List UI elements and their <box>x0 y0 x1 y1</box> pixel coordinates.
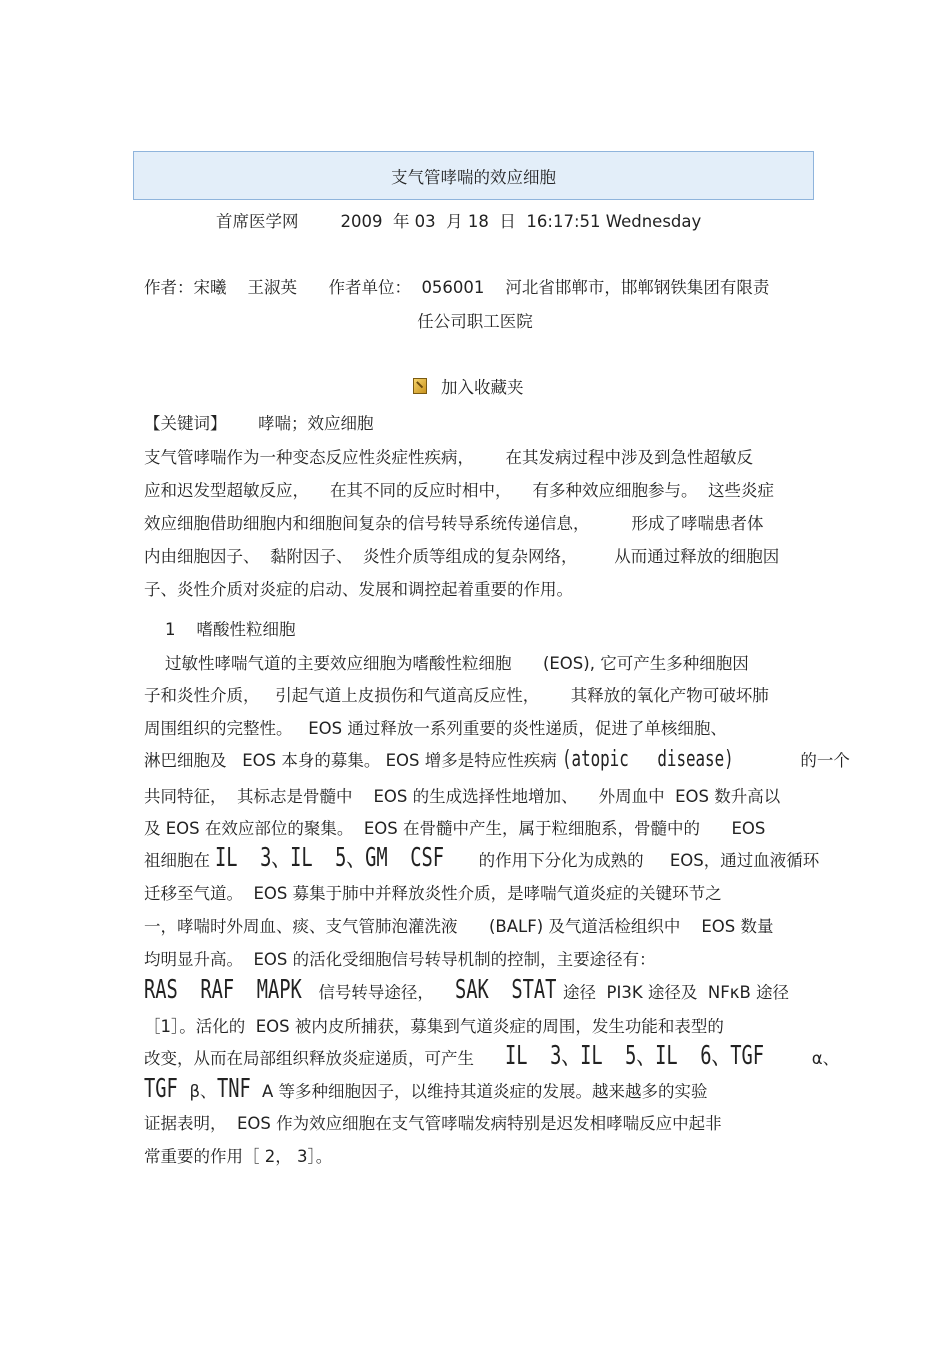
paragraph-line-pathways <box>144 975 790 1005</box>
article-title-box <box>133 151 814 200</box>
authors-line: 作者：宋曦 王淑英 作者单位： 056001 河北省邯郸市，邯郸钢铁集团有限责 <box>144 278 770 297</box>
source-date-line: 首席医学网 2009 年 03 月 18 日 16:17:51 Wednesday <box>216 212 702 231</box>
paragraph-line: 迁移至气道。 EOS 募集于肺中并释放炎性介质，是哮喘气道炎症的关键环节之 <box>144 884 722 903</box>
paragraph-line-atopic <box>144 748 850 773</box>
paragraph-line: 子、炎性介质对炎症的启动、发展和调控起着重要的作用。 <box>144 580 573 599</box>
paragraph-line: 共同特征， 其标志是骨髓中 EOS 的生成选择性地增加、 外周血中 EOS 数升高以 <box>144 787 781 806</box>
add-favorite-label: 加入收藏夹 <box>441 378 524 397</box>
term-cytokines-2: IL 3、IL 5、IL 6、TGF <box>505 1041 765 1071</box>
term-ras-raf-mapk: RAS RAF MAPK <box>144 975 302 1005</box>
paragraph-line: 一，哮喘时外周血、痰、支气管肺泡灌洗液 (BALF) 及气道活检组织中 EOS 数量 <box>144 917 774 936</box>
keywords-line: 【关键词】 哮喘；效应细胞 <box>144 414 374 433</box>
paragraph-line: 常重要的作用［ 2， 3］。 <box>144 1147 333 1166</box>
text-segment: 的一个 <box>800 751 850 770</box>
text-segment: α、 <box>801 1049 840 1068</box>
term-tgf: TGF <box>144 1074 178 1104</box>
article-title: 支气管哮喘的效应细胞 <box>391 167 556 187</box>
paragraph-line: 证据表明， EOS 作为效应细胞在支气管哮喘发病特别是迟发相哮喘反应中起非 <box>144 1114 722 1133</box>
text-segment: 祖细胞在 <box>144 851 216 870</box>
paragraph-line: 应和迟发型超敏反应， 在其不同的反应时相中， 有多种效应细胞参与。 这些炎症 <box>144 481 774 500</box>
paragraph-line-tgf <box>144 1074 708 1104</box>
term-sak-stat: SAK STAT <box>454 975 557 1005</box>
authors-line-continued: 任公司职工医院 <box>417 312 533 331</box>
term-atopic-disease: (atopic disease) <box>562 747 734 772</box>
term-cytokines: IL 3、IL 5、GM CSF <box>215 843 445 873</box>
paragraph-line: 及 EOS 在效应部位的聚集。 EOS 在骨髓中产生，属于粒细胞系，骨髓中的 EOS <box>144 819 766 838</box>
section-heading: 1 嗜酸性粒细胞 <box>144 620 296 639</box>
text-segment: 改变，从而在局部组织释放炎症递质，可产生 <box>144 1049 506 1068</box>
paragraph-line: 周围组织的完整性。 EOS 通过释放一系列重要的炎性递质，促进了单核细胞、 <box>144 719 727 738</box>
paragraph-line: 均明显升高。 EOS 的活化受细胞信号转导机制的控制，主要途径有： <box>144 950 656 969</box>
add-favorite-link[interactable] <box>413 374 524 398</box>
text-segment: 途径 PI3K 途径及 NFκB 途径 <box>557 983 790 1002</box>
text-segment: 的作用下分化为成熟的 EOS，通过血液循环 <box>473 851 820 870</box>
paragraph-line: ［1］。活化的 EOS 被内皮所捕获，募集到气道炎症的周围，发生功能和表型的 <box>144 1017 724 1036</box>
paragraph-line: 内由细胞因子、 黏附因子、 炎性介质等组成的复杂网络， 从而通过释放的细胞因 <box>144 547 780 566</box>
paragraph-line-il <box>144 843 820 873</box>
text-segment: 信号转导途径， <box>313 983 455 1002</box>
paragraph-line: 子和炎性介质， 引起气道上皮损伤和气道高反应性， 其释放的氧化产物可破坏肺 <box>144 686 769 705</box>
paragraph-line: 支气管哮喘作为一种变态反应性炎症性疾病， 在其发病过程中涉及到急性超敏反 <box>144 448 753 467</box>
text-segment: β、 <box>178 1082 217 1101</box>
text-segment: A 等多种细胞因子，以维持其道炎症的发展。越来越多的实验 <box>251 1082 708 1101</box>
paragraph-line: 效应细胞借助细胞内和细胞间复杂的信号转导系统传递信息， 形成了哮喘患者体 <box>144 514 764 533</box>
paragraph-line-il6 <box>144 1041 840 1071</box>
text-segment: 淋巴细胞及 EOS 本身的募集。 EOS 增多是特应性疾病 <box>144 751 562 770</box>
paragraph-line: 过敏性哮喘气道的主要效应细胞为嗜酸性粒细胞 (EOS), 它可产生多种细胞因 <box>144 654 749 673</box>
term-tnf: TNF <box>216 1074 251 1104</box>
bookmark-icon <box>413 378 427 394</box>
